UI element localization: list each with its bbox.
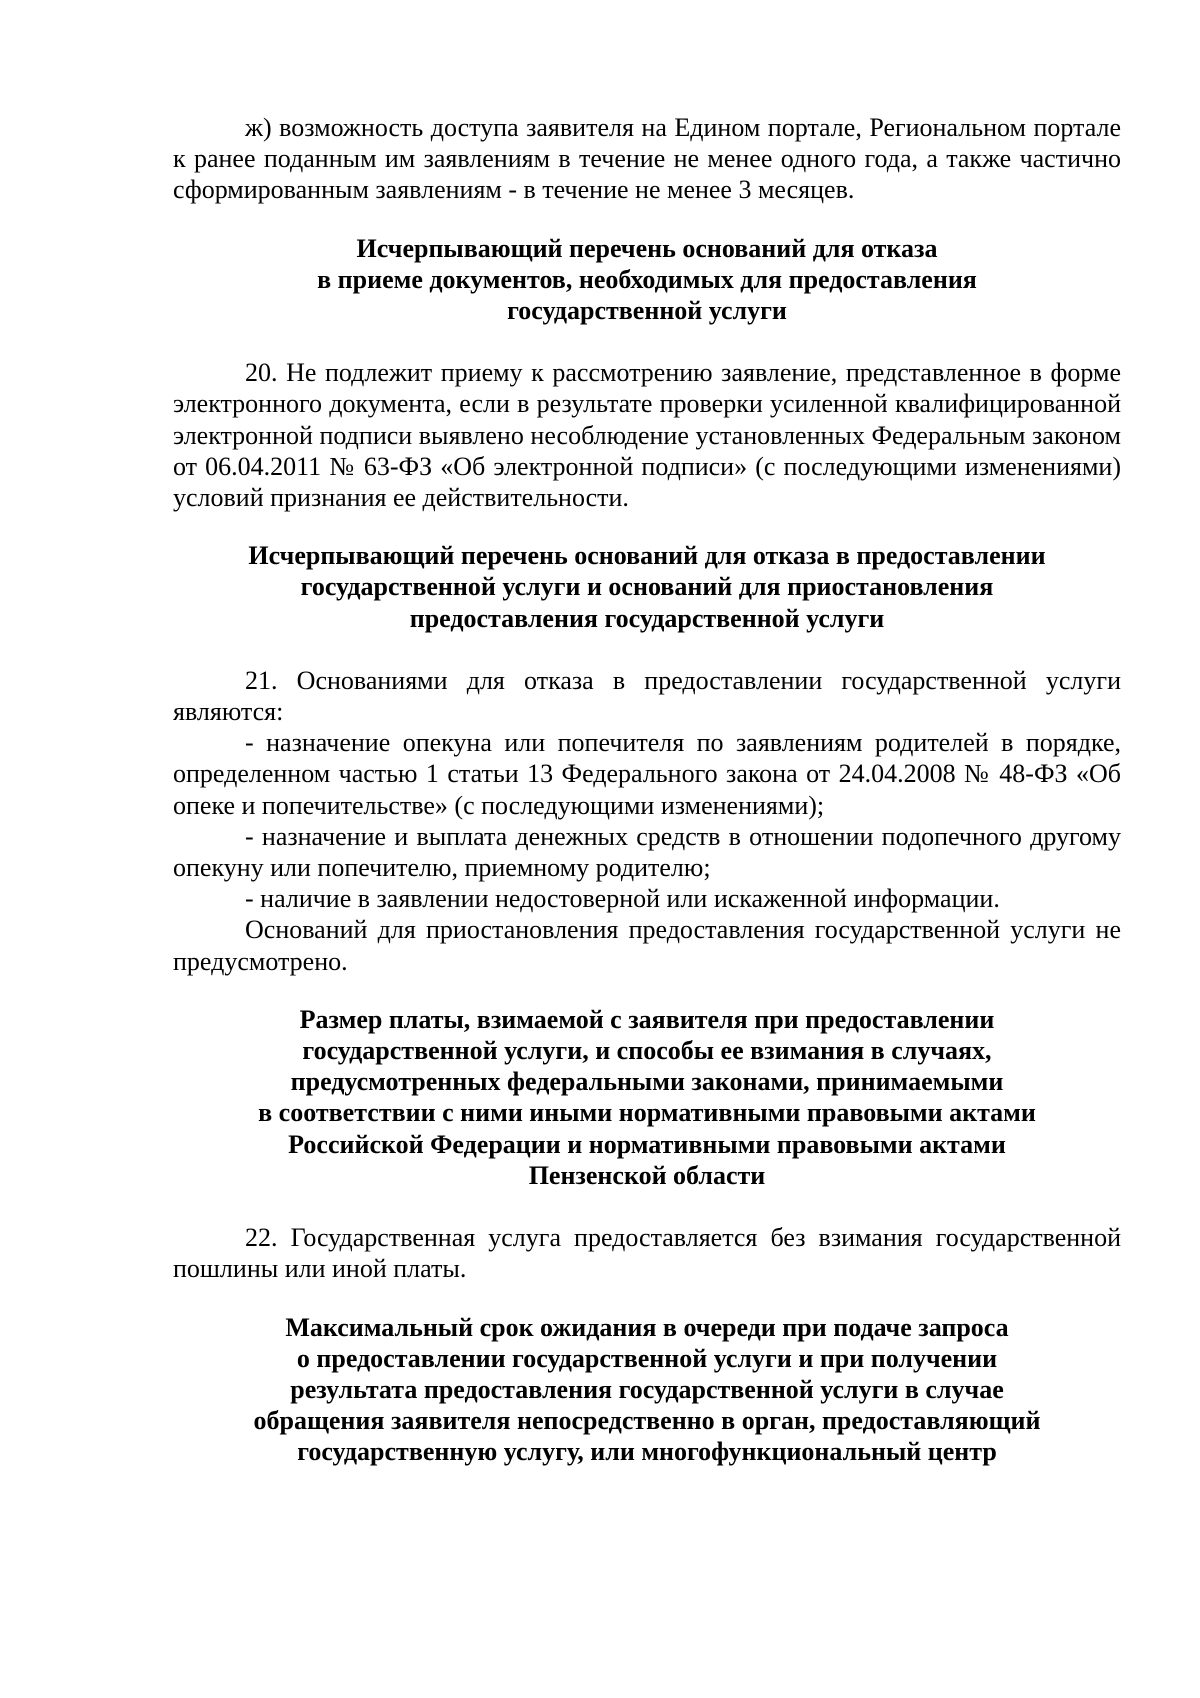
paragraph-21-note: Оснований для приостановления предоставления государственной услуги не предусмотрено.: [173, 915, 1121, 976]
heading-line: Максимальный срок ожидания в очереди при подаче запроса: [285, 1312, 1009, 1342]
heading-line: Российской Федерации и нормативными правовыми актами: [288, 1129, 1006, 1159]
document-page: [173, 112, 1121, 1468]
paragraph-20: 20. Не подлежит приему к рассмотрению заявление, представленное в форме электронного документа, если в результате проверки усиленной квалифицированной электронной подписи выявлено несоблюдение установленных Федеральным законом от 06.04.2011 № 63-ФЗ «Об электронной подписи» (с последующими изменениями) условий признания ее действительности.: [173, 358, 1121, 513]
paragraph-22: 22. Государственная услуга предоставляется без взимания государственной пошлины или иной платы.: [173, 1223, 1121, 1284]
heading-line: Размер платы, взимаемой с заявителя при предоставлении: [299, 1004, 995, 1034]
heading-line: предусмотренных федеральными законами, принимаемыми: [290, 1067, 1004, 1097]
heading-line: обращения заявителя непосредственно в орган, предоставляющий: [253, 1406, 1041, 1436]
paragraph-21-item-3: - наличие в заявлении недостоверной или искаженной информации.: [245, 884, 1000, 914]
heading-line: Исчерпывающий перечень оснований для отказа: [356, 233, 938, 263]
heading-line: государственной услуги и оснований для приостановления: [300, 572, 994, 602]
heading-line: государственной услуги, и способы ее взимания в случаях,: [302, 1036, 992, 1066]
heading-line: в соответствии с ними иными нормативными правовыми актами: [258, 1098, 1036, 1128]
heading-line: результата предоставления государственной услуги в случае: [290, 1374, 1004, 1404]
heading-refusal-service: [173, 540, 1121, 634]
heading-line: предоставления государственной услуги: [409, 603, 885, 633]
heading-line: государственной услуги: [507, 296, 787, 326]
heading-refusal-acceptance: [173, 233, 1121, 327]
heading-line: в приеме документов, необходимых для предоставления: [317, 264, 977, 294]
paragraph-zh: ж) возможность доступа заявителя на Едином портале, Региональном портале к ранее поданным им заявлениям в течение не менее одного года, а также частично сформированным заявлениям - в течение не менее 3 месяцев.: [173, 113, 1121, 205]
paragraph-21-item-1: - назначение опекуна или попечителя по заявлениям родителей в порядке, определенном частью 1 статьи 13 Федерального закона от 24.04.2008 № 48-ФЗ «Об опеке и попечительстве» (с последующими изменениями);: [173, 728, 1121, 820]
heading-line: государственную услугу, или многофункциональный центр: [297, 1437, 997, 1467]
heading-waiting-time: [173, 1312, 1121, 1468]
paragraph-21: 21. Основаниями для отказа в предоставлении государственной услуги являются:: [173, 665, 1121, 727]
paragraph-21-item-2: - назначение и выплата денежных средств в отношении подопечного другому опекуну или попечителю, приемному родителю;: [173, 821, 1121, 883]
heading-line: Пензенской области: [528, 1160, 766, 1190]
heading-line: о предоставлении государственной услуги и при получении: [296, 1343, 998, 1373]
heading-line: Исчерпывающий перечень оснований для отказа в предоставлении: [248, 541, 1046, 571]
heading-fee: [173, 1004, 1121, 1191]
